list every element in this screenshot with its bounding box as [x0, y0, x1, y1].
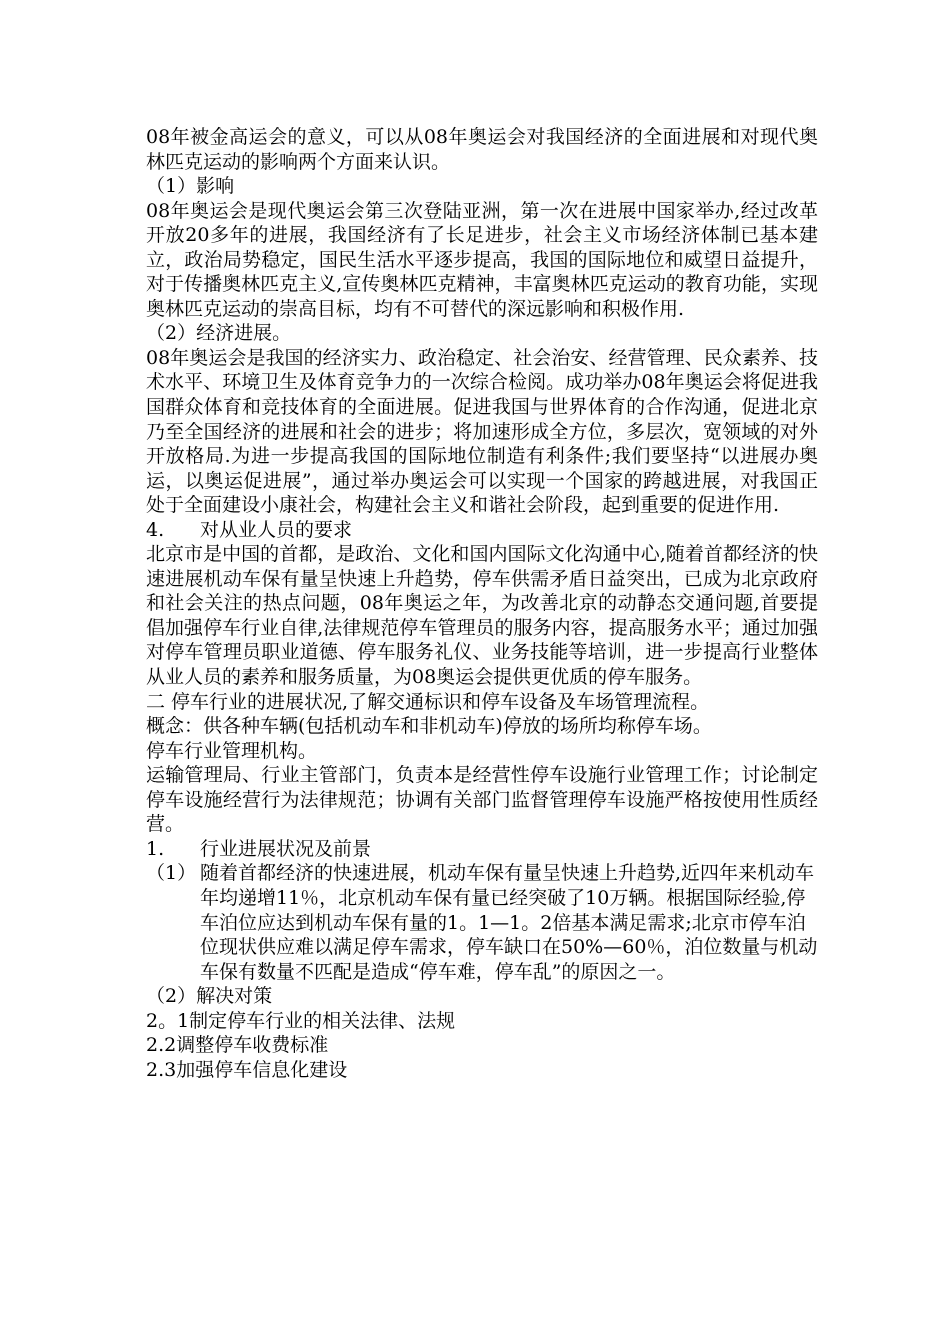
heading-management: 停车行业管理机构。 [146, 739, 318, 762]
list-number: 1. [146, 837, 165, 860]
sub-item-1 [146, 861, 818, 984]
sub-item-number: （1） [146, 862, 197, 885]
list-item-4 [146, 518, 818, 543]
point-2-1: 2。1制定停车行业的相关法律、法规 [146, 1009, 456, 1032]
paragraph-economy: 08年奥运会是我国的经济实力、政治稳定、社会治安、经营管理、民众素养、技术水平、环境卫生及体育竞争力的一次综合检阅。成功举办08年奥运会将促进我国群众体育和竞技体育的全面进展。促进我国与世界体育的合作沟通，促进北京乃至全国经济的进展和社会的进步；将加速形成全方位，多层次，宽领域的对外开放格局.为进一步提高我国的国际地位制造有利条件;我们要坚持“以进展办奥运，以奥运促进展”，通过举办奥运会可以实现一个国家的跨越进展，对我国正处于全面建设小康社会，构建社会主义和谐社会阶段，起到重要的促进作用. [146, 346, 818, 517]
section-heading-2: 二 停车行业的进展状况,了解交通标识和停车设备及车场管理流程。 [146, 690, 710, 713]
point-2-2: 2.2调整停车收费标准 [146, 1034, 329, 1057]
list-item-1 [146, 837, 818, 862]
paragraph-management: 运输管理局、行业主管部门，负责本是经营性停车设施行业管理工作；讨论制定停车设施经营行为法律规范；协调有关部门监督管理停车设施严格按使用性质经营。 [146, 764, 818, 836]
heading-economy: （2）经济进展。 [146, 322, 292, 345]
list-text: 行业进展状况及前景 [200, 837, 372, 860]
paragraph-beijing: 北京市是中国的首都，是政治、文化和国内国际文化沟通中心,随着首都经济的快速进展机动车保有量呈快速上升趋势，停车供需矛盾日益突出，已成为北京政府和社会关注的热点问题，08年奥运之年，为改善北京的动静态交通问题,首要提倡加强停车行业自律,法律规范停车管理员的服务内容，提高服务水平；通过加强对停车管理员职业道德、停车服务礼仪、业务技能等培训，进一步提高行业整体从业人员的素养和服务质量，为08奥运会提供更优质的停车服务。 [146, 543, 818, 689]
list-text: 对从业人员的要求 [200, 518, 353, 541]
list-number: 4. [146, 518, 165, 541]
document-body [146, 125, 818, 1082]
point-2-3: 2.3加强停车信息化建设 [146, 1058, 348, 1081]
heading-impact: （1）影响 [146, 175, 235, 198]
sub-item-text: 随着首都经济的快速进展，机动车保有量呈快速上升趋势,近四年来机动车年均递增11％，北京机动车保有量已经突破了10万辆。根据国际经验,停车泊位应达到机动车保有量的1。1—1。2倍基本满足需求;北京市停车泊位现状供应难以满足停车需求，停车缺口在50%—60％，泊位数量与机动车保有数量不匹配是造成“停车难，停车乱”的原因之一。 [200, 862, 818, 983]
sub-item-2: （2）解决对策 [146, 985, 273, 1008]
paragraph-intro: 08年被金高运会的意义，可以从08年奥运会对我国经济的全面进展和对现代奥林匹克运动的影响两个方面来认识。 [146, 126, 818, 173]
paragraph-impact: 08年奥运会是现代奥运会第三次登陆亚洲，第一次在进展中国家举办,经过改革开放20多年的进展，我国经济有了长足进步，社会主义市场经济体制已基本建立，政治局势稳定，国民生活水平逐步提高，我国的国际地位和威望日益提升，对于传播奥林匹克主义,宣传奥林匹克精神，丰富奥林匹克运动的教育功能，实现奥林匹克运动的崇高目标，均有不可替代的深远影响和积极作用. [146, 199, 818, 320]
concept-definition: 概念：供各种车辆(包括机动车和非机动车)停放的场所均称停车场。 [146, 715, 712, 738]
